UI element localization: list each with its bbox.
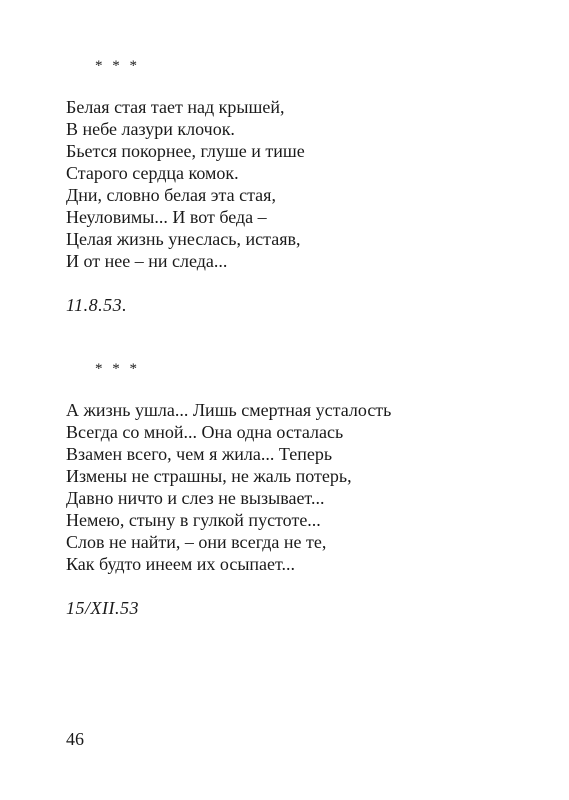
- poem-line: А жизнь ушла... Лишь смертная усталость: [66, 400, 392, 420]
- poem-line: Всегда со мной... Она одна осталась: [66, 422, 344, 442]
- poem-2: [66, 361, 506, 619]
- poem-line: Целая жизнь унеслась, истаяв,: [66, 229, 301, 249]
- section-separator: * * *: [95, 361, 140, 377]
- poem-line: Старого сердца комок.: [66, 163, 239, 183]
- poem-line: В небе лазури клочок.: [66, 119, 235, 139]
- poem-line: Белая стая тает над крышей,: [66, 97, 285, 117]
- poem-1: [66, 58, 506, 316]
- poem-line: Немею, стыну в гулкой пустоте...: [66, 510, 321, 530]
- poem-line: Неуловимы... И вот беда –: [66, 207, 267, 227]
- poem-line: Измены не страшны, не жаль потерь,: [66, 466, 352, 486]
- section-separator: * * *: [95, 58, 140, 74]
- poem-text: [66, 399, 506, 575]
- poem-date: 11.8.53.: [66, 295, 128, 315]
- poem-line: Слов не найти, – они всегда не те,: [66, 532, 327, 552]
- page-number: 46: [66, 729, 84, 749]
- poem-line: Как будто инеем их осыпает...: [66, 554, 296, 574]
- poem-line: Взамен всего, чем я жила... Теперь: [66, 444, 333, 464]
- poem-line: Бьется покорнее, глуше и тише: [66, 141, 305, 161]
- poem-line: Давно ничто и слез не вызывает...: [66, 488, 325, 508]
- poem-text: [66, 96, 506, 272]
- poem-line: И от нее – ни следа...: [66, 251, 228, 271]
- poem-date: 15/XII.53: [66, 598, 139, 618]
- poem-line: Дни, словно белая эта стая,: [66, 185, 276, 205]
